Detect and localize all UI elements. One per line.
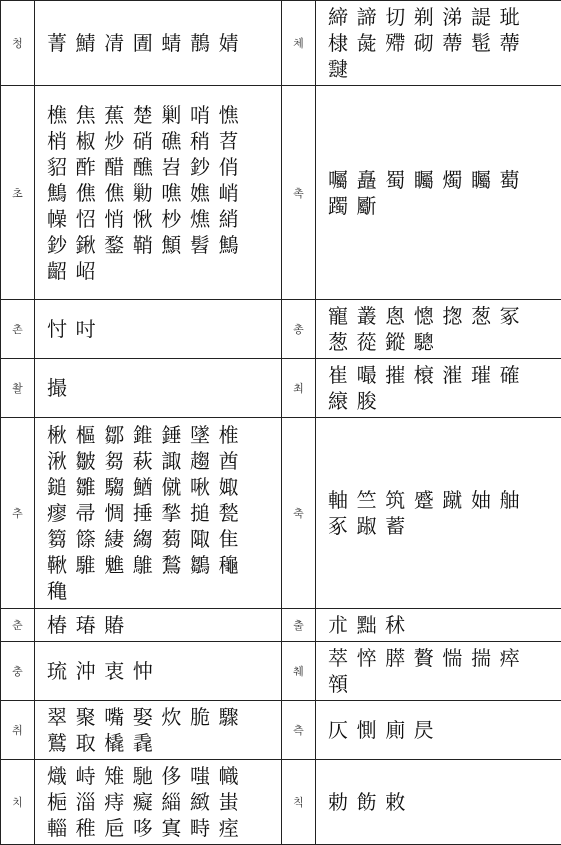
character-list: 締諦切剃涕諟玼棣彘殢砌蔕髢蔕靆 (316, 1, 561, 86)
reading-label: 체 (282, 1, 316, 86)
character-list: 崔嘬摧榱漼璀確縗脧 (316, 359, 561, 418)
character-list: 忖吋 (35, 300, 282, 359)
character-list: 椿瑃賰 (35, 609, 282, 642)
reading-label: 취 (1, 701, 35, 760)
character-list: 撮 (35, 359, 282, 418)
character-list: 仄惻廁昃 (316, 701, 561, 760)
reading-label: 축 (282, 418, 316, 609)
reading-label: 추 (1, 418, 35, 609)
reading-label: 치 (1, 760, 35, 845)
table-row (1, 300, 561, 359)
character-list: 寵叢悤憁揔葱冢葱蓯鏦驄 (316, 300, 561, 359)
character-list: 樵焦蕉楚剿哨憔梢椒炒硝礁稍苕貂酢醋醮岧鈔俏鷦僬僬勦噍嫶峭幧怊悄愀杪燋綃鈔鍬鍪鞘顦髫鷦齠岹 (35, 86, 282, 300)
character-list: 囑矗蜀矚燭矚薥躅斸 (316, 86, 561, 300)
table-row (1, 86, 561, 300)
reading-label: 췌 (282, 642, 316, 701)
character-list: 朮黜秫 (316, 609, 561, 642)
character-list: 勅飭敕 (316, 760, 561, 845)
character-list: 萃悴膵贅惴揣瘁顇 (316, 642, 561, 701)
reading-label: 촬 (1, 359, 35, 418)
table-row (1, 1, 561, 86)
table-row (1, 359, 561, 418)
character-list: 琉沖衷忡 (35, 642, 282, 701)
character-list: 熾峙雉馳侈嗤幟梔淄痔癡緇緻蚩輜稚巵哆寘畤痓 (35, 760, 282, 845)
reading-label: 칙 (282, 760, 316, 845)
table-row (1, 642, 561, 701)
character-list: 菁鯖凊圊蜻鶄婧 (35, 1, 282, 86)
reading-label: 충 (1, 642, 35, 701)
reading-label: 춘 (1, 609, 35, 642)
reading-label: 총 (282, 300, 316, 359)
character-list: 翠聚嘴娶炊脆驟鷲取橇毳 (35, 701, 282, 760)
reading-label: 촉 (282, 86, 316, 300)
character-list: 楸樞鄒錐錘墜椎湫皺芻萩諏趨酋鎚雛騶鰌僦啾娵瘳帚惆捶揫搥甃篘篨緀縐蒭陬隹鞦騅魋鵻鶖鶵龝穐 (35, 418, 282, 609)
character-list: 軸竺筑蹙蹴妯舳豖踧蓄 (316, 418, 561, 609)
table-row (1, 760, 561, 845)
reading-label: 초 (1, 86, 35, 300)
reading-label: 최 (282, 359, 316, 418)
table-row (1, 701, 561, 760)
reading-label: 측 (282, 701, 316, 760)
reading-label: 촌 (1, 300, 35, 359)
reading-label: 청 (1, 1, 35, 86)
table-row (1, 609, 561, 642)
reading-label: 출 (282, 609, 316, 642)
table-row (1, 418, 561, 609)
